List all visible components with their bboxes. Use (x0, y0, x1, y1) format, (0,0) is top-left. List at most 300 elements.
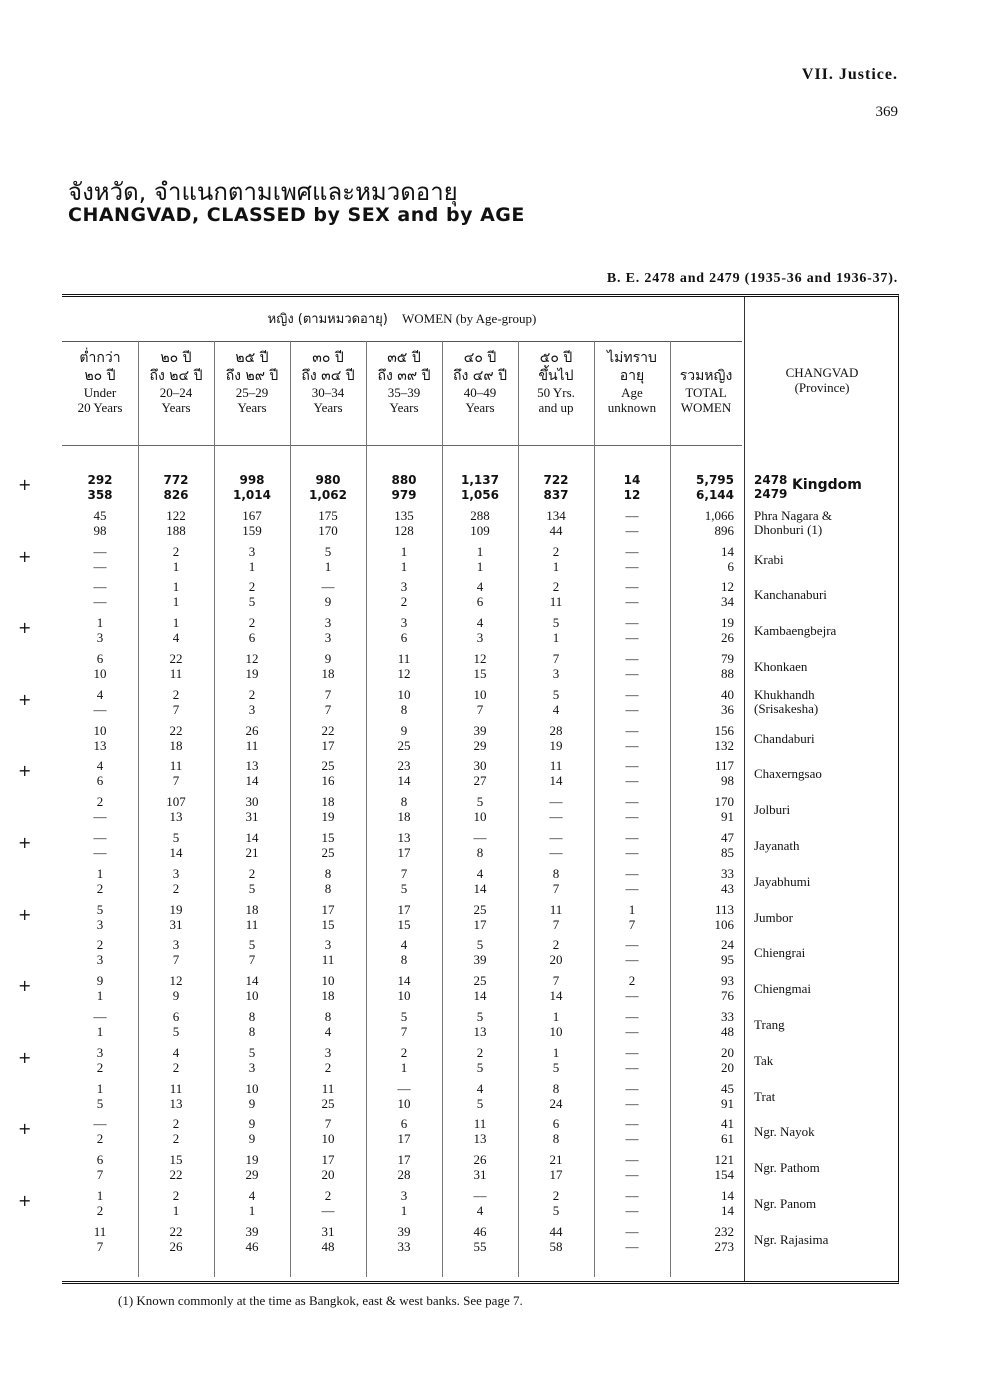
value-cell: 11 (397, 651, 411, 666)
province-line2: Dhonburi (1) (754, 521, 823, 537)
value-cell: 1,056 (461, 488, 499, 502)
value-cell: 2 (172, 543, 180, 559)
value-cell: 39 (473, 722, 487, 738)
value-cell: 14 (245, 973, 259, 989)
value-cell: 6 (552, 1116, 560, 1132)
value-cell: 1 (172, 1203, 180, 1218)
footnote: (1) Known commonly at the time as Bangkok, east & west banks. See page 7. (118, 1293, 523, 1308)
province-name (754, 1233, 828, 1247)
province-line1: Kambaengbejra (754, 623, 837, 639)
value-cell: 134 (546, 507, 566, 523)
value-cell: — (625, 579, 639, 595)
value-cell: 1 (400, 543, 408, 559)
value-cell: 3 (400, 579, 408, 595)
value-cell: — (625, 507, 639, 523)
total-cell: 14 (721, 1203, 734, 1218)
province-line1: Chiengmai (754, 981, 812, 997)
value-cell: 22 (169, 1223, 183, 1239)
row-marker: + (18, 833, 32, 852)
province-name (754, 1161, 820, 1175)
value-cell: 2 (172, 1131, 180, 1147)
value-cell: 10 (245, 1080, 259, 1096)
value-cell: 8 (552, 1080, 560, 1096)
province-name (754, 1054, 773, 1068)
table-row (62, 1225, 898, 1261)
value-cell: 26 (473, 1152, 487, 1168)
value-cell: 1 (552, 1009, 560, 1024)
value-cell: 27 (473, 773, 487, 789)
value-cell: — (625, 1131, 639, 1147)
value-cell: 5 (476, 794, 484, 810)
value-cell: 1 (552, 558, 560, 574)
total-cell: 95 (721, 952, 734, 968)
value-cell: 21 (549, 1152, 563, 1168)
total-cell: 88 (721, 666, 734, 681)
value-cell: 11 (169, 758, 183, 774)
value-cell: 48 (321, 1238, 335, 1254)
value-cell: 10 (473, 686, 487, 702)
value-cell: 11 (473, 1116, 487, 1132)
value-cell: 17 (397, 1131, 411, 1147)
value-cell: 3 (172, 865, 180, 881)
value-cell: 11 (93, 1223, 107, 1239)
page-number: 369 (875, 104, 898, 120)
value-cell: 6 (172, 1009, 180, 1024)
value-cell: 3 (324, 630, 332, 646)
value-cell: 9 (324, 594, 332, 610)
value-cell: 4 (476, 1080, 484, 1096)
value-cell: 8 (552, 1131, 560, 1147)
value-cell: 6 (400, 1116, 408, 1132)
value-cell: 12 (397, 666, 411, 681)
total-cell: 24 (721, 937, 734, 953)
value-cell: — (625, 1080, 639, 1096)
value-cell: — (93, 579, 107, 595)
column-header-en2: unknown (607, 400, 657, 415)
value-cell: 17 (321, 901, 335, 917)
value-cell: — (625, 543, 639, 559)
value-cell: 11 (549, 901, 563, 917)
column-header-en2: Years (465, 400, 495, 415)
value-cell: 18 (321, 794, 335, 810)
table-row (62, 867, 898, 903)
row-marker: + (18, 618, 32, 638)
province-line1: Jayabhumi (754, 873, 811, 889)
title-english: CHANGVAD, CLASSED by SEX and by AGE (68, 204, 525, 226)
province-line1: Chaxerngsao (754, 766, 822, 782)
value-cell: 13 (473, 1024, 487, 1039)
value-cell: 1 (248, 1203, 256, 1218)
value-cell: — (625, 1152, 639, 1168)
province-line1: Jolburi (754, 802, 791, 818)
value-cell: 3 (476, 630, 484, 646)
value-cell: 1 (96, 988, 104, 1004)
value-cell: 9 (324, 651, 332, 666)
value-cell: 28 (397, 1167, 411, 1183)
value-cell: 22 (321, 722, 335, 738)
value-cell: 2 (96, 937, 104, 953)
value-cell: — (625, 666, 639, 681)
value-cell: 3 (400, 615, 408, 631)
table-row (18, 901, 898, 939)
value-cell: 167 (242, 507, 262, 523)
value-cell: 1 (628, 901, 636, 917)
value-cell: 1 (400, 558, 408, 574)
value-cell: 5 (248, 937, 256, 953)
value-cell: 3 (324, 1044, 332, 1060)
column-header-en2: Years (161, 400, 191, 415)
value-cell: 7 (172, 701, 180, 717)
province-name (754, 509, 832, 537)
column-header (62, 349, 138, 415)
column-header-th2: ถึง ๒๔ ปี (149, 368, 203, 384)
value-cell: — (473, 1188, 487, 1203)
value-cell: 3 (172, 937, 180, 953)
value-cell: — (625, 1095, 639, 1111)
province-name (754, 875, 810, 889)
value-cell: 4 (324, 1024, 332, 1039)
value-cell: — (93, 701, 107, 717)
column-header-th1: ต่ำกว่า (79, 350, 121, 366)
value-cell: 12 (169, 973, 183, 989)
column-header-en2: WOMEN (680, 400, 732, 415)
value-cell: 4 (400, 937, 408, 953)
value-cell: — (625, 1009, 639, 1024)
value-cell: 22 (169, 722, 183, 738)
value-cell: 1,062 (309, 488, 347, 502)
value-cell: 2 (628, 973, 636, 989)
value-cell: 1 (400, 1203, 408, 1218)
value-cell: 1 (96, 865, 104, 881)
value-cell: — (625, 558, 639, 574)
value-cell: — (93, 809, 107, 825)
value-cell: 3 (248, 701, 256, 717)
total-cell: 6 (727, 558, 734, 574)
row-marker: + (18, 1047, 32, 1067)
table-row (62, 795, 898, 831)
province-line1: Trang (754, 1017, 785, 1032)
province-line1: Ngr. Rajasima (754, 1231, 829, 1247)
total-cell: 34 (721, 594, 734, 610)
table-row (18, 1116, 898, 1153)
value-cell: 14 (169, 845, 183, 860)
value-cell: 1,014 (233, 488, 271, 502)
value-cell: 7 (400, 1024, 408, 1039)
value-cell: 8 (324, 865, 332, 881)
total-cell: 98 (721, 773, 734, 789)
province-line1: Chiengrai (754, 945, 806, 961)
value-cell: 26 (169, 1238, 183, 1254)
value-cell: 2 (172, 1188, 180, 1203)
total-cell: 61 (721, 1131, 734, 1147)
value-cell: 11 (245, 916, 259, 932)
value-cell: 3 (248, 543, 256, 559)
column-header-en2: 20 Years (77, 400, 123, 415)
value-cell: 3 (324, 615, 332, 631)
value-cell: 2 (324, 1188, 332, 1203)
value-cell: 55 (473, 1238, 487, 1254)
value-cell: 772 (163, 473, 189, 487)
value-cell: 6 (248, 630, 256, 646)
value-cell: — (625, 594, 639, 610)
value-cell: 7 (400, 865, 408, 881)
province-name (754, 1197, 816, 1211)
value-cell: 2 (476, 1044, 484, 1060)
value-cell: 288 (470, 507, 490, 523)
row-marker: + (18, 976, 32, 996)
row-marker: + (18, 904, 32, 924)
value-cell: 39 (473, 952, 487, 968)
province-line1: Jumbor (754, 909, 793, 925)
value-cell: 5 (552, 686, 560, 702)
group-header (62, 297, 742, 342)
value-cell: 9 (400, 722, 408, 738)
value-cell: 2 (172, 1116, 180, 1132)
table-row (18, 973, 898, 1010)
value-cell: 8 (324, 880, 332, 896)
column-header-th1: ๓๕ ปี (387, 350, 421, 366)
province-name (754, 1090, 775, 1104)
value-cell: 5 (248, 880, 256, 896)
column-header-th1: ๕๐ ปี (539, 350, 573, 366)
row-marker: + (18, 1191, 32, 1210)
section-header: VII. Justice. (801, 66, 898, 83)
value-cell: — (549, 830, 563, 845)
value-cell: 6 (476, 594, 484, 610)
value-cell: 7 (172, 952, 180, 968)
value-cell: — (625, 988, 639, 1004)
value-cell: — (625, 1188, 639, 1203)
table-row (62, 652, 898, 688)
value-cell: 998 (239, 473, 265, 487)
value-cell: 135 (394, 507, 414, 523)
column-header-en2: Years (313, 400, 343, 415)
province-name (754, 553, 784, 567)
value-cell: — (473, 830, 487, 845)
year-a: 2478 (754, 473, 788, 487)
value-cell: 2 (552, 543, 560, 559)
province-name (754, 624, 836, 638)
value-cell: 22 (169, 651, 183, 666)
value-cell: 7 (476, 701, 484, 717)
value-cell: — (321, 579, 335, 595)
column-header-en2: Years (389, 400, 419, 415)
column-header (594, 349, 670, 415)
total-cell: 113 (714, 901, 734, 917)
value-cell: 5 (476, 1059, 484, 1075)
value-cell: — (625, 1238, 639, 1254)
value-cell: 19 (245, 666, 259, 681)
row-marker: + (18, 475, 32, 494)
total-cell: 93 (721, 973, 734, 989)
value-cell: 837 (543, 488, 569, 502)
column-header-en1: TOTAL (685, 385, 727, 400)
value-cell: 2 (248, 615, 256, 631)
value-cell: 8 (400, 794, 408, 810)
table-row (62, 580, 898, 616)
value-cell: 10 (93, 722, 107, 738)
province-name (754, 588, 827, 602)
value-cell: 10 (397, 686, 411, 702)
value-cell: 10 (397, 988, 411, 1004)
value-cell: 7 (552, 880, 560, 896)
value-cell: 11 (169, 666, 183, 681)
province-line1: Trat (754, 1088, 776, 1104)
value-cell: 21 (245, 845, 259, 860)
value-cell: 31 (245, 809, 259, 825)
value-cell: 2 (96, 880, 104, 896)
value-cell: 5 (96, 901, 104, 917)
value-cell: 4 (172, 1044, 180, 1060)
value-cell: 5 (324, 543, 332, 559)
value-cell: 10 (397, 1095, 411, 1111)
value-cell: 13 (169, 1095, 183, 1111)
value-cell: 4 (552, 701, 560, 717)
table-row (62, 1082, 898, 1118)
column-header (290, 349, 366, 415)
value-cell: — (625, 1116, 639, 1132)
value-cell: 1 (96, 1080, 104, 1096)
value-cell: — (93, 594, 107, 610)
value-cell: 175 (318, 507, 338, 523)
value-cell: 9 (248, 1116, 256, 1132)
table-row (62, 1010, 898, 1046)
value-cell: 19 (169, 901, 183, 917)
value-cell: — (625, 880, 639, 896)
total-cell: 6,144 (696, 488, 734, 502)
column-header (442, 349, 518, 415)
column-header-en2: Years (237, 400, 267, 415)
value-cell: 2 (96, 1203, 104, 1218)
value-cell: 7 (324, 1116, 332, 1132)
value-cell: 4 (172, 630, 180, 646)
value-cell: 13 (397, 830, 411, 845)
province-header-line1: CHANGVAD (785, 365, 859, 380)
value-cell: 20 (549, 952, 563, 968)
province-name (754, 1018, 785, 1032)
value-cell: — (549, 809, 563, 825)
value-cell: 3 (96, 630, 104, 646)
province-name (754, 473, 862, 501)
value-cell: 292 (87, 473, 113, 487)
value-cell: 980 (315, 473, 341, 487)
value-cell: 5 (248, 1044, 256, 1060)
column-header-th2: ถึง ๒๙ ปี (225, 368, 279, 384)
value-cell: — (625, 522, 639, 538)
value-cell: — (625, 773, 639, 789)
value-cell: 1,137 (461, 473, 499, 487)
value-cell: 2 (400, 594, 408, 610)
value-cell: 5 (476, 1009, 484, 1024)
header-separator (62, 445, 742, 446)
value-cell: 45 (93, 507, 107, 523)
column-header-en1: 40–49 (463, 385, 497, 400)
value-cell: 25 (321, 845, 335, 860)
total-cell: 232 (714, 1223, 734, 1239)
total-cell: 19 (721, 615, 734, 631)
table-row (18, 615, 898, 652)
value-cell: 4 (476, 579, 484, 595)
value-cell: 109 (470, 522, 490, 538)
value-cell: 7 (552, 973, 560, 989)
column-header-th2: ถึง ๓๙ ปี (377, 368, 431, 384)
total-cell: 91 (721, 1095, 734, 1111)
total-cell: 1,066 (704, 507, 734, 523)
total-cell: 117 (714, 758, 734, 774)
value-cell: — (625, 794, 639, 810)
value-cell: 826 (163, 488, 189, 502)
value-cell: 14 (549, 988, 563, 1004)
value-cell: 1 (96, 1188, 104, 1203)
value-cell: 16 (321, 773, 335, 789)
value-cell: 6 (96, 1152, 104, 1168)
value-cell: 13 (245, 758, 259, 774)
value-cell: 10 (321, 973, 335, 989)
value-cell: 5 (552, 1203, 560, 1218)
value-cell: — (625, 1059, 639, 1075)
value-cell: 29 (245, 1167, 259, 1183)
value-cell: 13 (473, 1131, 487, 1147)
total-cell: 36 (721, 701, 734, 717)
value-cell: 46 (473, 1223, 487, 1239)
province-name (754, 660, 807, 674)
column-header-en1: 20–24 (159, 385, 193, 400)
value-cell: — (625, 758, 639, 774)
province-name (754, 839, 799, 853)
value-cell: 17 (397, 901, 411, 917)
value-cell: 6 (96, 651, 104, 666)
value-cell: — (93, 830, 107, 845)
value-cell: 6 (400, 630, 408, 646)
value-cell: 8 (476, 845, 484, 860)
value-cell: 1 (324, 558, 332, 574)
value-cell: 4 (96, 686, 104, 702)
province-name (754, 732, 815, 746)
value-cell: — (625, 830, 639, 845)
value-cell: 15 (397, 916, 411, 932)
value-cell: 18 (169, 737, 183, 753)
value-cell: 18 (245, 901, 259, 917)
column-header-th2: ถึง ๔๙ ปี (453, 368, 507, 384)
value-cell: 8 (248, 1009, 256, 1024)
value-cell: 18 (397, 809, 411, 825)
value-cell: 1 (248, 558, 256, 574)
province-line2: (Srisakesha) (754, 700, 819, 716)
value-cell: 4 (476, 615, 484, 631)
total-cell: 106 (714, 916, 734, 932)
value-cell: 170 (318, 522, 338, 538)
value-cell: 5 (400, 1009, 408, 1024)
value-cell: 3 (400, 1188, 408, 1203)
total-cell: 14 (721, 1188, 734, 1203)
value-cell: 122 (166, 507, 186, 523)
total-cell: 85 (721, 845, 734, 860)
province-name (754, 946, 805, 960)
value-cell: 5 (172, 830, 180, 845)
value-cell: 11 (321, 1080, 335, 1096)
value-cell: 5 (172, 1024, 180, 1039)
value-cell: 7 (324, 701, 332, 717)
column-header (670, 349, 742, 415)
table-row (18, 830, 898, 867)
value-cell: 2 (400, 1044, 408, 1060)
row-marker: + (18, 1119, 32, 1139)
group-header-english: WOMEN (by Age-group) (402, 311, 537, 326)
value-cell: 107 (166, 794, 186, 810)
value-cell: — (625, 845, 639, 860)
value-cell: 159 (242, 522, 262, 538)
value-cell: 2 (552, 937, 560, 953)
